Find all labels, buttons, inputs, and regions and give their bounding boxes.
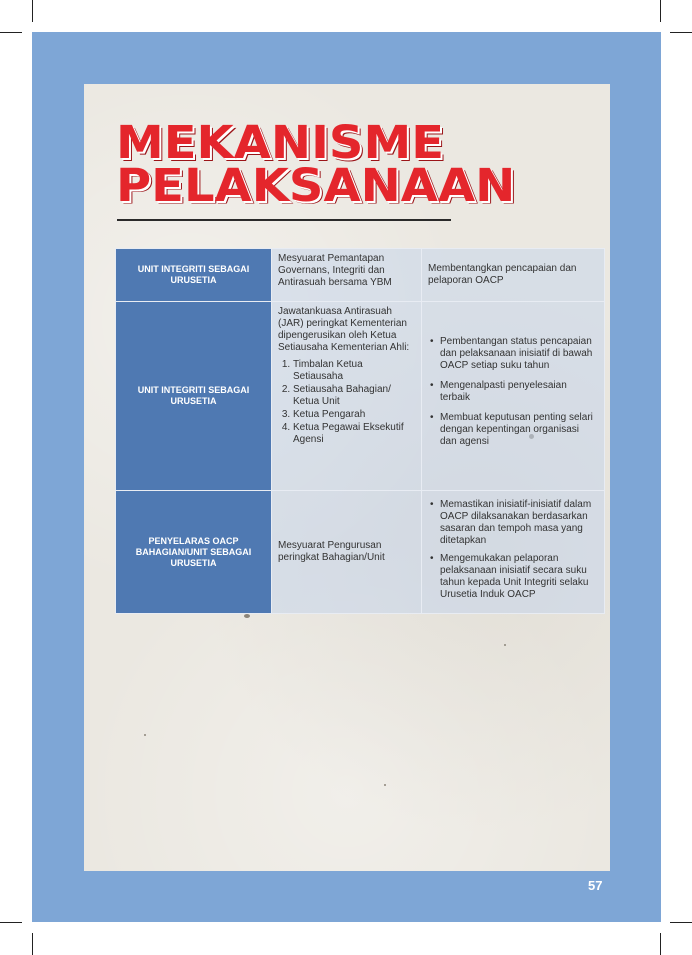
tasks-text-wrap bbox=[428, 253, 598, 297]
crop-mark bbox=[32, 0, 33, 22]
paper-speck bbox=[144, 734, 146, 736]
list-item: • Memastikan inisiatif-inisiatif dalam OACP dilaksanakan berdasarkan sasaran dan tempoh masa yang ditetapkan bbox=[440, 499, 598, 547]
crop-mark bbox=[32, 933, 33, 955]
tasks-cell bbox=[422, 491, 605, 614]
tasks-cell bbox=[422, 302, 605, 491]
mechanism-table bbox=[115, 248, 605, 614]
page-title-line-1: MEKANISME bbox=[116, 116, 445, 170]
role-cell: PENYELARAS OACP BAHAGIAN/UNIT SEBAGAI URUSETIA bbox=[116, 491, 272, 614]
role-cell: UNIT INTEGRITI SEBAGAI URUSETIA bbox=[116, 302, 272, 491]
list-item: 2. Setiausaha Bahagian/ Ketua Unit bbox=[293, 384, 415, 408]
list-item: • Pembentangan status pencapaian dan pelaksanaan inisiatif di bawah OACP setiap suku tahun bbox=[440, 336, 598, 372]
paper-speck bbox=[384, 784, 386, 786]
page-title-line-2: PELAKSANAAN bbox=[116, 159, 516, 213]
page-number: 57 bbox=[588, 878, 603, 893]
title-underline bbox=[117, 219, 451, 221]
role-cell: UNIT INTEGRITI SEBAGAI URUSETIA bbox=[116, 249, 272, 302]
paper-speck bbox=[504, 644, 506, 646]
tasks-list bbox=[428, 499, 598, 601]
meeting-text: Mesyuarat Pengurusan peringkat Bahagian/Unit bbox=[278, 540, 385, 563]
crop-mark bbox=[660, 933, 661, 955]
table-row bbox=[116, 249, 605, 302]
list-item: • Membuat keputusan penting selari dengan kepentingan organisasi dan agensi bbox=[440, 412, 598, 448]
tasks-text: Membentangkan pencapaian dan pelaporan OACP bbox=[428, 263, 577, 286]
meeting-cell bbox=[272, 302, 422, 491]
table-row bbox=[116, 491, 605, 614]
tasks-list bbox=[428, 336, 598, 448]
tasks-cell bbox=[422, 249, 605, 302]
crop-mark bbox=[0, 922, 22, 923]
meeting-cell bbox=[272, 491, 422, 614]
meeting-text: Mesyuarat Pemantapan Governans, Integriti dan Antirasuah bersama YBM bbox=[278, 253, 392, 288]
meeting-text: Jawatankuasa Antirasuah (JAR) peringkat Kementerian dipengerusikan oleh Ketua Setiausaha Kementerian Ahli: bbox=[278, 306, 410, 353]
list-item: 4. Ketua Pegawai Eksekutif Agensi bbox=[293, 422, 415, 446]
table-row bbox=[116, 302, 605, 491]
page-title bbox=[116, 116, 516, 213]
list-item: • Mengenalpasti penyelesaian terbaik bbox=[440, 380, 598, 404]
crop-mark bbox=[0, 32, 22, 33]
meeting-cell bbox=[272, 249, 422, 302]
list-item: 1. Timbalan Ketua Setiausaha bbox=[293, 359, 415, 383]
list-item: 3. Ketua Pengarah bbox=[293, 409, 415, 421]
list-item: • Mengemukakan pelaporan pelaksanaan inisiatif secara suku tahun kepada Unit Integriti selaku Urusetia Induk OACP bbox=[440, 553, 598, 601]
paper-speck bbox=[244, 614, 250, 618]
members-list bbox=[278, 359, 415, 446]
crop-mark bbox=[660, 0, 661, 22]
meeting-text-wrap bbox=[278, 495, 415, 609]
crop-mark bbox=[670, 32, 692, 33]
crop-mark bbox=[670, 922, 692, 923]
